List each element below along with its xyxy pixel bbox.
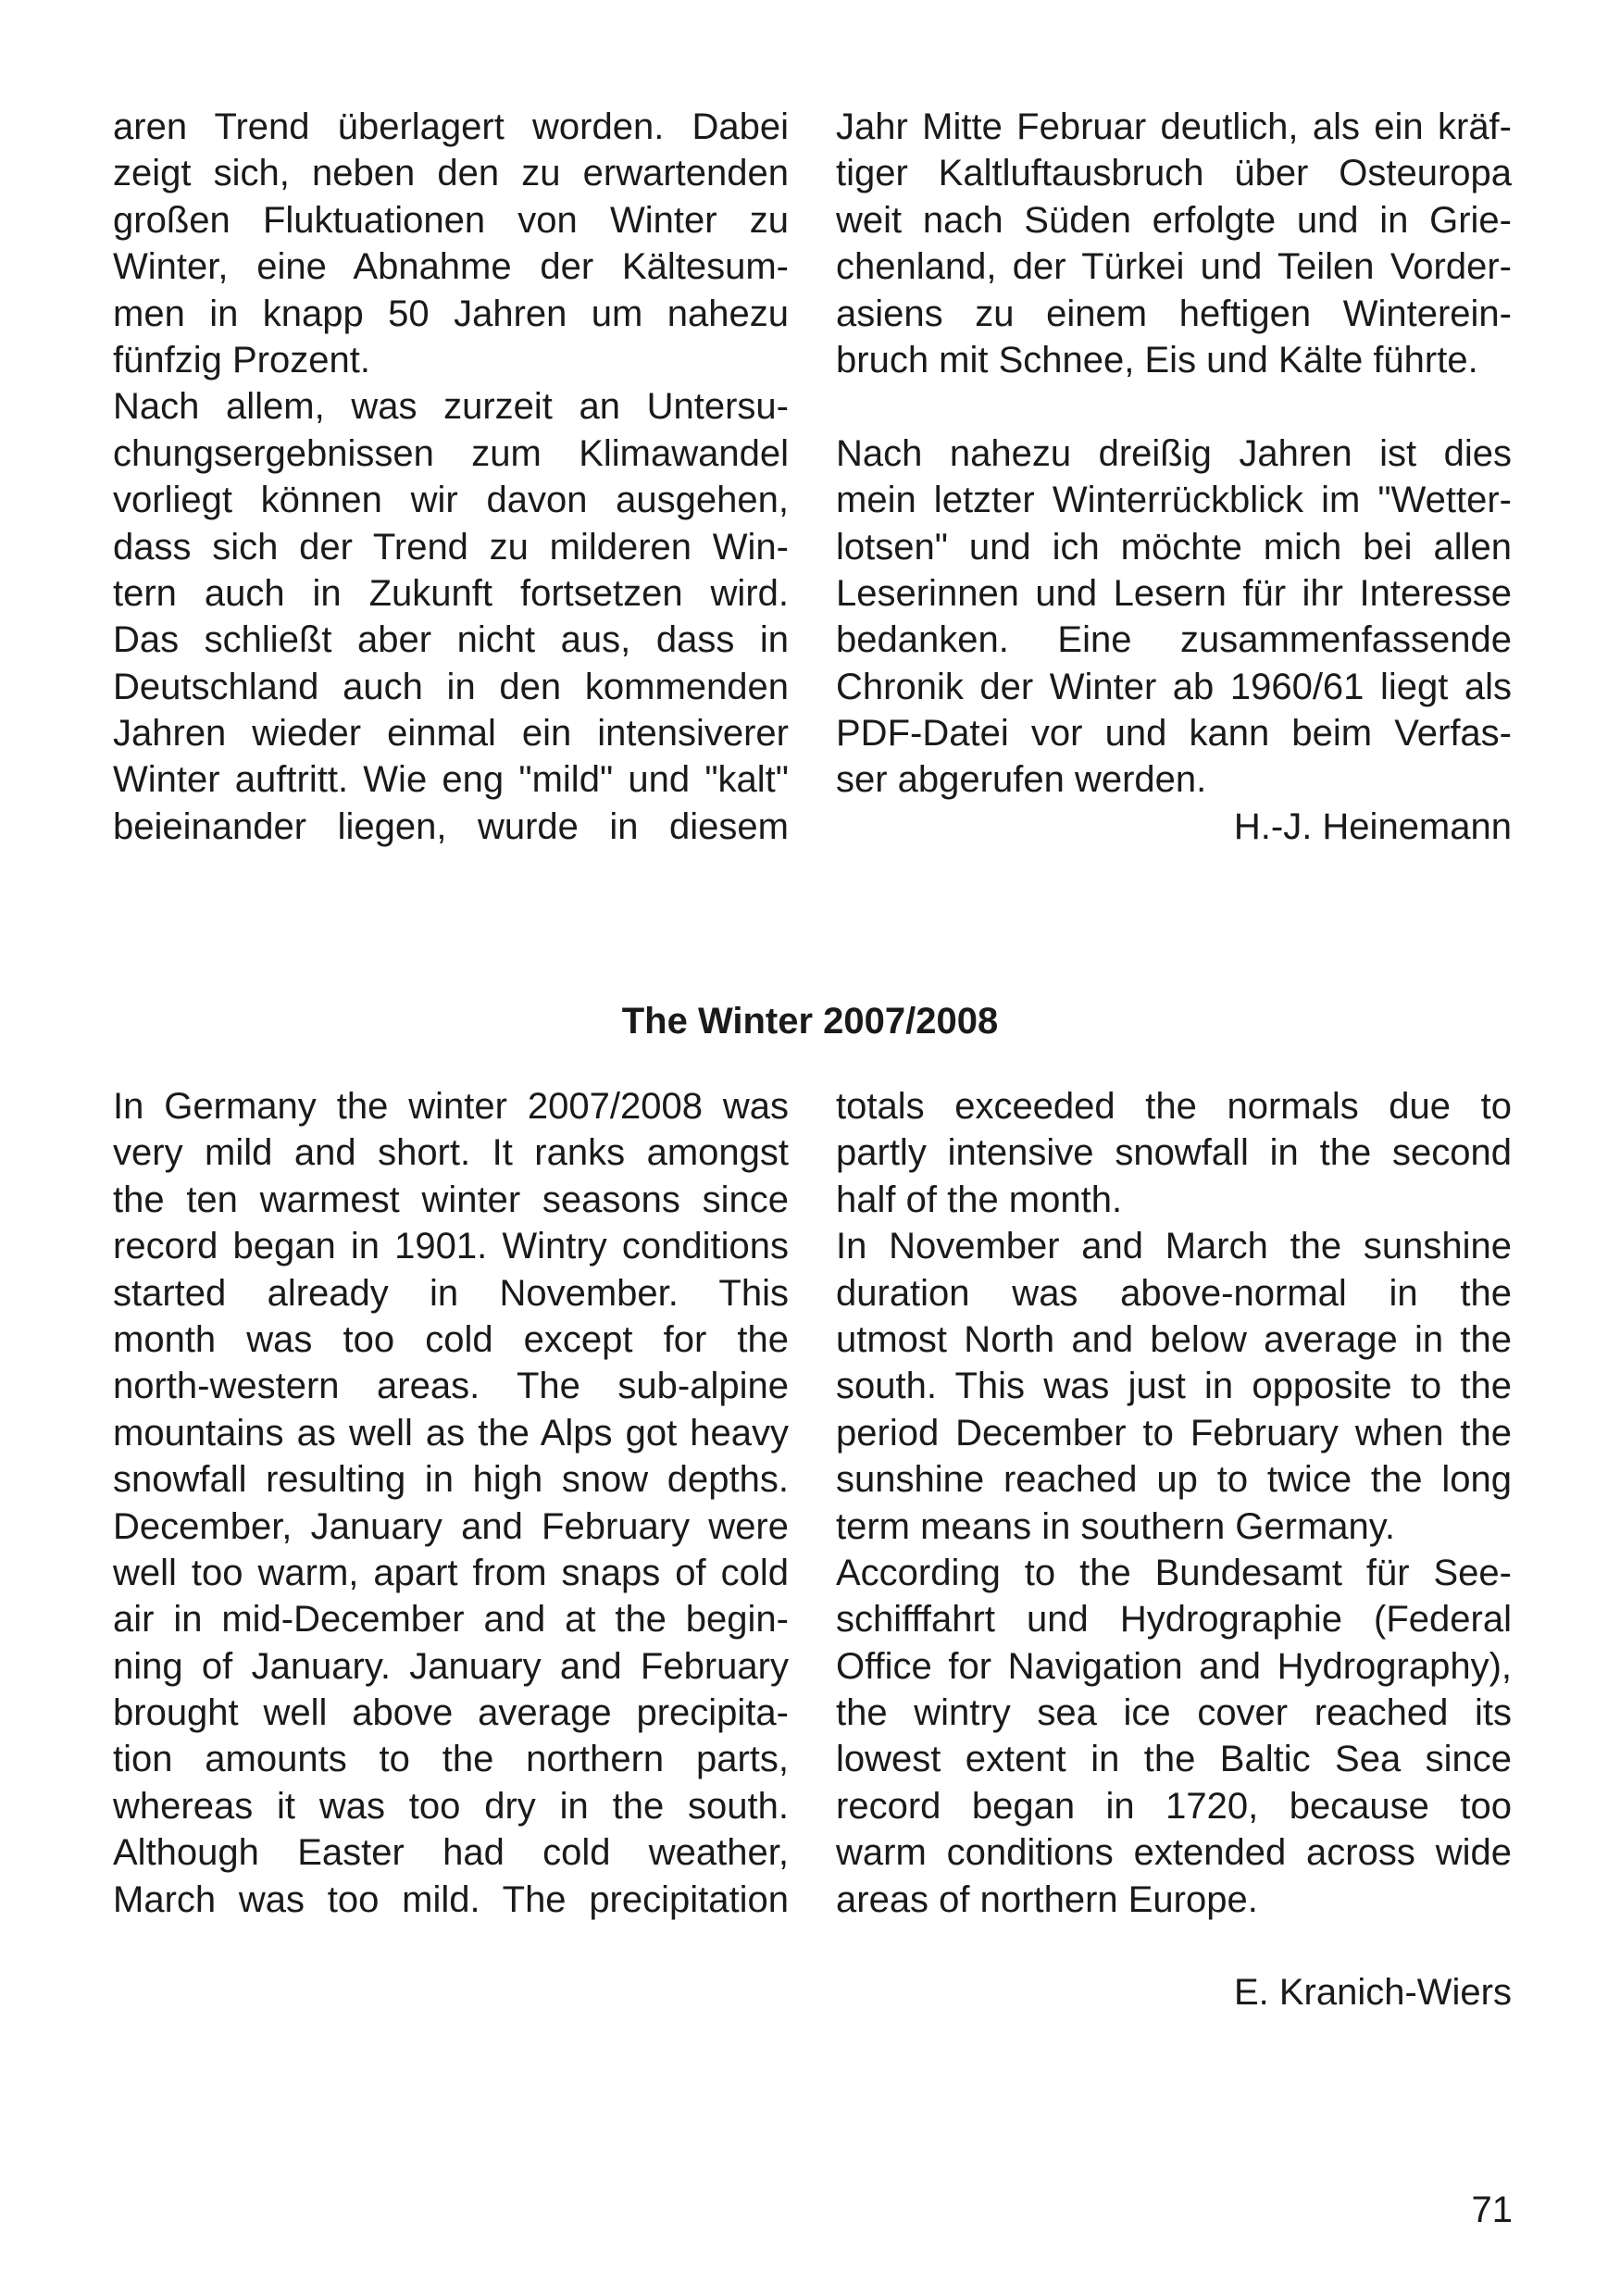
text-line: half of the month. xyxy=(836,1179,1123,1220)
paragraph-gap xyxy=(836,383,1512,430)
text-line: schifffahrt und Hydrographie (Federal xyxy=(836,1599,1512,1641)
text-line: warm conditions extended across wide xyxy=(836,1832,1512,1874)
text-line: mountains as well as the Alps got heavy xyxy=(113,1412,789,1454)
text-line: In Germany the winter 2007/2008 was xyxy=(113,1086,789,1127)
text-line: whereas it was too dry in the south. xyxy=(113,1785,789,1827)
text-line: started already in November. This xyxy=(113,1272,789,1314)
author-signature: H.-J. Heinemann xyxy=(1233,805,1512,847)
text-line: zeigt sich, neben den zu erwartenden xyxy=(113,153,789,194)
text-line: month was too cold except for the xyxy=(113,1318,789,1360)
article-title: The Winter 2007/2008 xyxy=(621,1001,999,1042)
text-line: lotsen" und ich möchte mich bei allen xyxy=(836,526,1512,568)
text-line: brought well above average precipita- xyxy=(113,1692,789,1734)
text-line: In November and March the sunshine xyxy=(836,1226,1512,1267)
page-number: 71 xyxy=(1471,2190,1513,2230)
text-line: Office for Navigation and Hydrography), xyxy=(836,1645,1512,1687)
text-line: tiger Kaltluftausbruch über Osteuropa xyxy=(836,153,1512,194)
text-line: south. This was just in opposite to the xyxy=(836,1366,1512,1407)
text-line: chenland, der Türkei und Teilen Vorder- xyxy=(836,246,1512,288)
text-line: Jahr Mitte Februar deutlich, als ein kräf- xyxy=(836,106,1512,147)
german-text-column-right xyxy=(836,104,1512,850)
text-line: dass sich der Trend zu milderen Win- xyxy=(113,526,789,568)
text-line: beieinander liegen, wurde in diesem xyxy=(113,805,789,847)
text-line: asiens zu einem heftigen Winterein- xyxy=(836,293,1512,334)
text-line: utmost North and below average in the xyxy=(836,1318,1512,1360)
text-line: very mild and short. It ranks amongst xyxy=(113,1132,789,1174)
text-line: Nach nahezu dreißig Jahren ist dies xyxy=(836,432,1512,474)
text-line: Das schließt aber nicht aus, dass in xyxy=(113,619,789,661)
text-line: Leserinnen und Lesern für ihr Interesse xyxy=(836,572,1512,614)
text-line: aren Trend überlagert worden. Dabei xyxy=(113,106,789,147)
text-line: Chronik der Winter ab 1960/61 liegt als xyxy=(836,666,1512,707)
text-line: men in knapp 50 Jahren um nahezu xyxy=(113,293,789,334)
text-line: the ten warmest winter seasons since xyxy=(113,1179,789,1220)
text-line: Deutschland auch in den kommenden xyxy=(113,666,789,707)
text-line: ning of January. January and February xyxy=(113,1645,789,1687)
author-signature: E. Kranich-Wiers xyxy=(1233,1972,1512,2014)
text-line: tern auch in Zukunft fortsetzen wird. xyxy=(113,572,789,614)
text-line: chungsergebnissen zum Klimawandel xyxy=(113,432,789,474)
text-line: fünfzig Prozent. xyxy=(113,339,370,381)
text-line: March was too mild. The precipitation xyxy=(113,1878,789,1920)
text-line: term means in southern Germany. xyxy=(836,1505,1395,1547)
text-line: großen Fluktuationen von Winter zu xyxy=(113,199,789,241)
text-line: duration was above-normal in the xyxy=(836,1272,1512,1314)
text-line: Although Easter had cold weather, xyxy=(113,1832,789,1874)
text-line: period December to February when the xyxy=(836,1412,1512,1454)
text-line: well too warm, apart from snaps of cold xyxy=(113,1552,789,1593)
text-line: December, January and February were xyxy=(113,1505,789,1547)
english-text-column-right xyxy=(836,1083,1512,2016)
text-line: mein letzter Winterrückblick im "Wetter- xyxy=(836,480,1512,521)
text-line: weit nach Süden erfolgte und in Grie- xyxy=(836,199,1512,241)
english-text-column-left xyxy=(113,1083,789,1923)
paragraph-gap xyxy=(836,1923,1512,1969)
text-line: bruch mit Schnee, Eis und Kälte führte. xyxy=(836,339,1478,381)
text-line: lowest extent in the Baltic Sea since xyxy=(836,1739,1512,1780)
text-line: record began in 1720, because too xyxy=(836,1785,1512,1827)
text-line: Winter auftritt. Wie eng "mild" und "kalt" xyxy=(113,759,789,801)
text-line: north-western areas. The sub-alpine xyxy=(113,1366,789,1407)
text-line: record began in 1901. Wintry conditions xyxy=(113,1226,789,1267)
text-line: partly intensive snowfall in the second xyxy=(836,1132,1512,1174)
text-line: Nach allem, was zurzeit an Untersu- xyxy=(113,386,789,428)
text-line: According to the Bundesamt für See- xyxy=(836,1552,1512,1593)
text-line: air in mid-December and at the begin- xyxy=(113,1599,789,1641)
text-line: sunshine reached up to twice the long xyxy=(836,1459,1512,1501)
german-text-column-left xyxy=(113,104,789,850)
text-line: bedanken. Eine zusammenfassende xyxy=(836,619,1512,661)
text-line: vorliegt können wir davon ausgehen, xyxy=(113,480,789,521)
text-line: totals exceeded the normals due to xyxy=(836,1086,1512,1127)
text-line: ser abgerufen werden. xyxy=(836,759,1207,801)
text-line: Winter, eine Abnahme der Kältesum- xyxy=(113,246,789,288)
text-line: areas of northern Europe. xyxy=(836,1878,1258,1920)
text-line: the wintry sea ice cover reached its xyxy=(836,1692,1512,1734)
text-line: tion amounts to the northern parts, xyxy=(113,1739,789,1780)
text-line: PDF-Datei vor und kann beim Verfas- xyxy=(836,713,1512,755)
text-line: Jahren wieder einmal ein intensiverer xyxy=(113,713,789,755)
text-line: snowfall resulting in high snow depths. xyxy=(113,1459,789,1501)
